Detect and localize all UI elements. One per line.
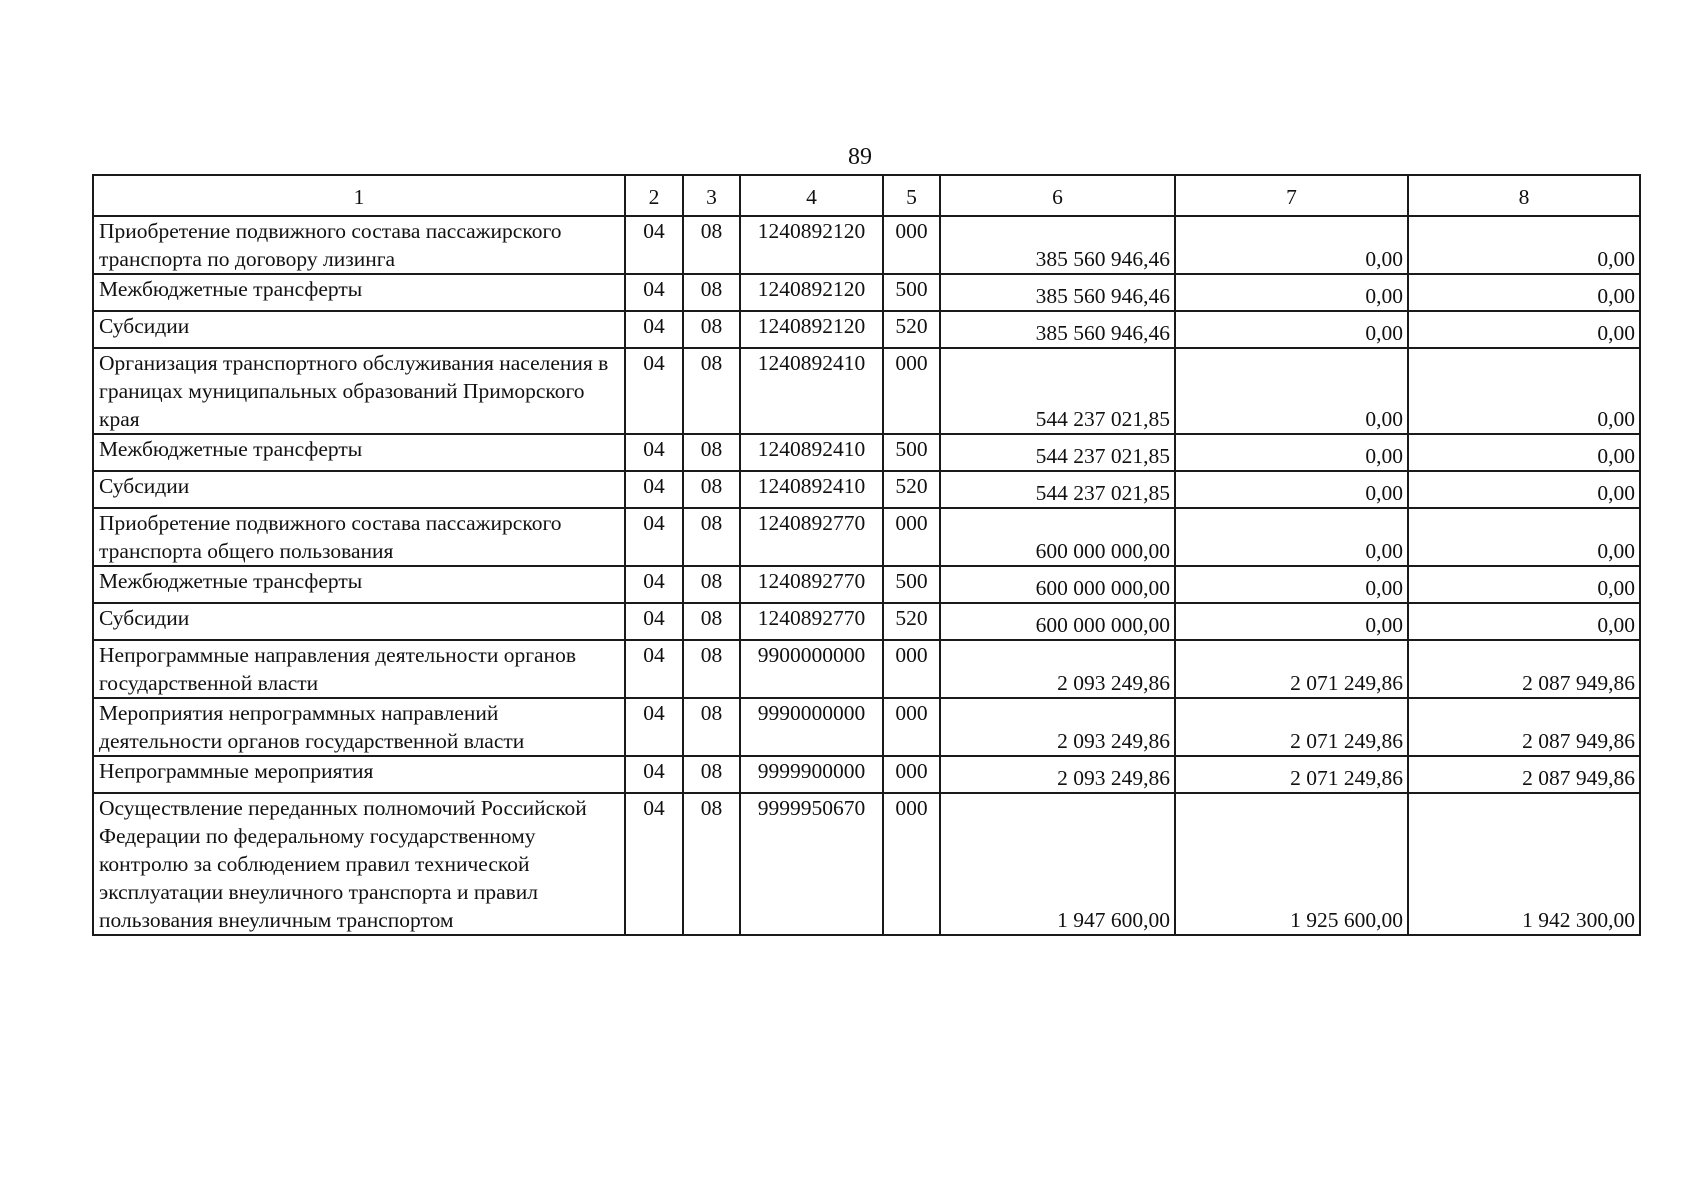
header-col-4: 4 bbox=[740, 175, 883, 216]
expense-type-code: 000 bbox=[883, 508, 940, 566]
table-row bbox=[93, 508, 1640, 566]
amount-col-7: 2 071 249,86 bbox=[1175, 756, 1408, 793]
subsection-code: 08 bbox=[683, 566, 740, 603]
subsection-code: 08 bbox=[683, 793, 740, 935]
subsection-code: 08 bbox=[683, 274, 740, 311]
amount-col-8: 0,00 bbox=[1408, 566, 1640, 603]
amount-col-8: 0,00 bbox=[1408, 311, 1640, 348]
subsection-code: 08 bbox=[683, 471, 740, 508]
amount-col-7: 2 071 249,86 bbox=[1175, 640, 1408, 698]
amount-col-6: 544 237 021,85 bbox=[940, 434, 1175, 471]
expense-type-code: 500 bbox=[883, 274, 940, 311]
section-code: 04 bbox=[625, 756, 683, 793]
row-name: Приобретение подвижного состава пассажирского транспорта общего пользования bbox=[93, 508, 625, 566]
subsection-code: 08 bbox=[683, 698, 740, 756]
section-code: 04 bbox=[625, 471, 683, 508]
subsection-code: 08 bbox=[683, 603, 740, 640]
subsection-code: 08 bbox=[683, 348, 740, 434]
amount-col-6: 600 000 000,00 bbox=[940, 603, 1175, 640]
amount-col-7: 1 925 600,00 bbox=[1175, 793, 1408, 935]
header-row bbox=[93, 175, 1640, 216]
target-code: 1240892410 bbox=[740, 434, 883, 471]
subsection-code: 08 bbox=[683, 508, 740, 566]
section-code: 04 bbox=[625, 793, 683, 935]
header-col-8: 8 bbox=[1408, 175, 1640, 216]
table-row bbox=[93, 216, 1640, 274]
target-code: 9990000000 bbox=[740, 698, 883, 756]
page-number: 89 bbox=[848, 144, 872, 170]
target-code: 9999900000 bbox=[740, 756, 883, 793]
expense-type-code: 000 bbox=[883, 216, 940, 274]
target-code: 1240892770 bbox=[740, 566, 883, 603]
amount-col-7: 0,00 bbox=[1175, 434, 1408, 471]
table-row bbox=[93, 311, 1640, 348]
amount-col-7: 0,00 bbox=[1175, 216, 1408, 274]
table-row bbox=[93, 698, 1640, 756]
target-code: 1240892770 bbox=[740, 603, 883, 640]
budget-table bbox=[92, 174, 1641, 936]
row-name: Организация транспортного обслуживания населения в границах муниципальных образований Приморского края bbox=[93, 348, 625, 434]
amount-col-6: 385 560 946,46 bbox=[940, 311, 1175, 348]
header-col-3: 3 bbox=[683, 175, 740, 216]
table-row bbox=[93, 756, 1640, 793]
amount-col-7: 0,00 bbox=[1175, 348, 1408, 434]
section-code: 04 bbox=[625, 698, 683, 756]
amount-col-7: 0,00 bbox=[1175, 566, 1408, 603]
expense-type-code: 500 bbox=[883, 566, 940, 603]
row-name: Осуществление переданных полномочий Российской Федерации по федеральному государственному контролю за соблюдением правил технической эксплуатации внеуличного транспорта и правил пользования внеуличным транспортом bbox=[93, 793, 625, 935]
amount-col-6: 544 237 021,85 bbox=[940, 348, 1175, 434]
section-code: 04 bbox=[625, 348, 683, 434]
amount-col-6: 2 093 249,86 bbox=[940, 640, 1175, 698]
table-row bbox=[93, 793, 1640, 935]
header-col-7: 7 bbox=[1175, 175, 1408, 216]
row-name: Субсидии bbox=[93, 471, 625, 508]
target-code: 1240892120 bbox=[740, 311, 883, 348]
expense-type-code: 500 bbox=[883, 434, 940, 471]
amount-col-8: 1 942 300,00 bbox=[1408, 793, 1640, 935]
row-name: Субсидии bbox=[93, 603, 625, 640]
subsection-code: 08 bbox=[683, 216, 740, 274]
amount-col-6: 600 000 000,00 bbox=[940, 566, 1175, 603]
target-code: 1240892120 bbox=[740, 274, 883, 311]
expense-type-code: 000 bbox=[883, 793, 940, 935]
table-row bbox=[93, 603, 1640, 640]
expense-type-code: 000 bbox=[883, 756, 940, 793]
target-code: 1240892410 bbox=[740, 348, 883, 434]
target-code: 1240892770 bbox=[740, 508, 883, 566]
amount-col-7: 0,00 bbox=[1175, 508, 1408, 566]
amount-col-8: 0,00 bbox=[1408, 434, 1640, 471]
header-col-6: 6 bbox=[940, 175, 1175, 216]
amount-col-8: 0,00 bbox=[1408, 274, 1640, 311]
subsection-code: 08 bbox=[683, 311, 740, 348]
amount-col-8: 2 087 949,86 bbox=[1408, 640, 1640, 698]
section-code: 04 bbox=[625, 508, 683, 566]
expense-type-code: 000 bbox=[883, 698, 940, 756]
table-row bbox=[93, 640, 1640, 698]
section-code: 04 bbox=[625, 640, 683, 698]
amount-col-8: 0,00 bbox=[1408, 348, 1640, 434]
amount-col-8: 0,00 bbox=[1408, 471, 1640, 508]
header-col-2: 2 bbox=[625, 175, 683, 216]
row-name: Межбюджетные трансферты bbox=[93, 434, 625, 471]
section-code: 04 bbox=[625, 274, 683, 311]
amount-col-7: 0,00 bbox=[1175, 311, 1408, 348]
amount-col-8: 0,00 bbox=[1408, 508, 1640, 566]
section-code: 04 bbox=[625, 216, 683, 274]
expense-type-code: 000 bbox=[883, 348, 940, 434]
target-code: 1240892120 bbox=[740, 216, 883, 274]
section-code: 04 bbox=[625, 434, 683, 471]
target-code: 9999950670 bbox=[740, 793, 883, 935]
amount-col-8: 2 087 949,86 bbox=[1408, 698, 1640, 756]
table-row bbox=[93, 348, 1640, 434]
row-name: Субсидии bbox=[93, 311, 625, 348]
subsection-code: 08 bbox=[683, 434, 740, 471]
amount-col-6: 600 000 000,00 bbox=[940, 508, 1175, 566]
amount-col-6: 2 093 249,86 bbox=[940, 698, 1175, 756]
row-name: Межбюджетные трансферты bbox=[93, 274, 625, 311]
amount-col-6: 385 560 946,46 bbox=[940, 216, 1175, 274]
subsection-code: 08 bbox=[683, 756, 740, 793]
target-code: 1240892410 bbox=[740, 471, 883, 508]
amount-col-7: 2 071 249,86 bbox=[1175, 698, 1408, 756]
amount-col-8: 0,00 bbox=[1408, 603, 1640, 640]
row-name: Межбюджетные трансферты bbox=[93, 566, 625, 603]
row-name: Непрограммные мероприятия bbox=[93, 756, 625, 793]
table-row bbox=[93, 274, 1640, 311]
row-name: Мероприятия непрограммных направлений деятельности органов государственной власти bbox=[93, 698, 625, 756]
amount-col-8: 0,00 bbox=[1408, 216, 1640, 274]
amount-col-7: 0,00 bbox=[1175, 274, 1408, 311]
table-row bbox=[93, 434, 1640, 471]
expense-type-code: 000 bbox=[883, 640, 940, 698]
amount-col-6: 2 093 249,86 bbox=[940, 756, 1175, 793]
section-code: 04 bbox=[625, 566, 683, 603]
row-name: Непрограммные направления деятельности органов государственной власти bbox=[93, 640, 625, 698]
table-row bbox=[93, 566, 1640, 603]
row-name: Приобретение подвижного состава пассажирского транспорта по договору лизинга bbox=[93, 216, 625, 274]
target-code: 9900000000 bbox=[740, 640, 883, 698]
subsection-code: 08 bbox=[683, 640, 740, 698]
expense-type-code: 520 bbox=[883, 603, 940, 640]
table-row bbox=[93, 471, 1640, 508]
header-col-1: 1 bbox=[93, 175, 625, 216]
amount-col-6: 385 560 946,46 bbox=[940, 274, 1175, 311]
amount-col-7: 0,00 bbox=[1175, 603, 1408, 640]
amount-col-7: 0,00 bbox=[1175, 471, 1408, 508]
section-code: 04 bbox=[625, 311, 683, 348]
amount-col-8: 2 087 949,86 bbox=[1408, 756, 1640, 793]
section-code: 04 bbox=[625, 603, 683, 640]
expense-type-code: 520 bbox=[883, 471, 940, 508]
amount-col-6: 1 947 600,00 bbox=[940, 793, 1175, 935]
amount-col-6: 544 237 021,85 bbox=[940, 471, 1175, 508]
header-col-5: 5 bbox=[883, 175, 940, 216]
expense-type-code: 520 bbox=[883, 311, 940, 348]
